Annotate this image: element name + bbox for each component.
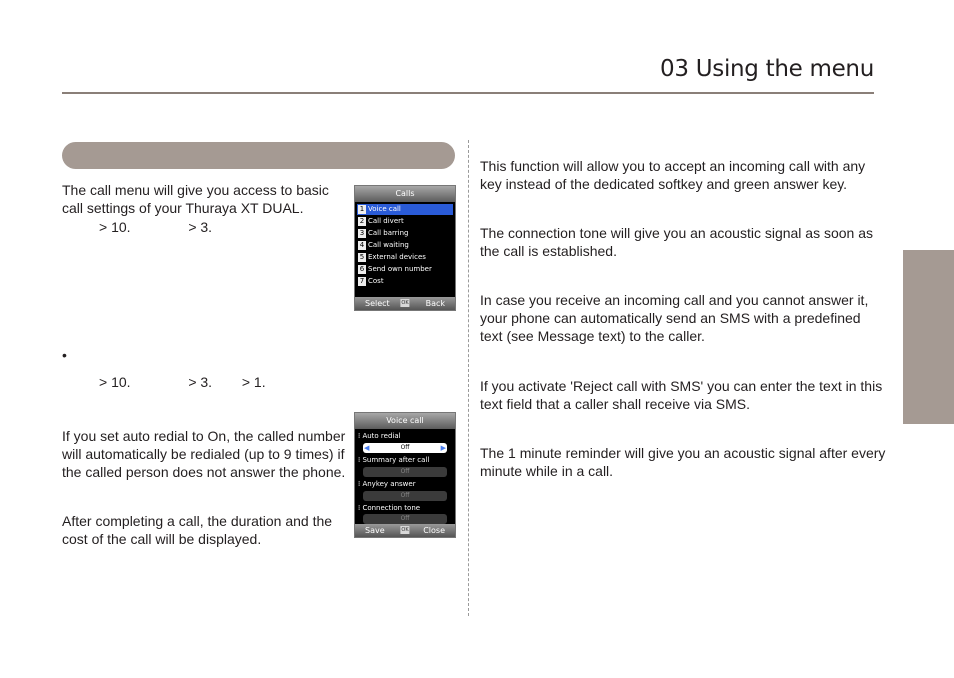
path-step: > 3. bbox=[188, 219, 213, 235]
connection-tone-selector[interactable] bbox=[363, 514, 447, 524]
reject-line: your phone can automatically send an SMS with a predefined bbox=[480, 310, 861, 326]
setting-label: ⁞ Connection tone bbox=[358, 504, 421, 512]
item-label: Cost bbox=[368, 277, 384, 285]
path-step: > 1. bbox=[241, 374, 266, 390]
arrow-right-icon[interactable]: ▶ bbox=[440, 444, 446, 452]
reminder-line: minute while in a call. bbox=[480, 463, 614, 479]
ok-key-icon[interactable]: OK bbox=[401, 300, 409, 306]
setting-label: ⁞ Anykey answer bbox=[358, 480, 416, 488]
setting-label: ⁞ Auto redial bbox=[358, 432, 401, 440]
item-number: 7 bbox=[359, 277, 365, 285]
calls-menu-item[interactable] bbox=[357, 276, 453, 287]
section-heading-bar bbox=[62, 142, 455, 169]
reject-text-line: text field that a caller shall receive via SMS. bbox=[480, 396, 751, 412]
summary-line: After completing a call, the duration and the bbox=[62, 513, 333, 529]
reject-text-line: If you activate 'Reject call with SMS' you can enter the text in this bbox=[480, 378, 883, 394]
reject-line: In case you receive an incoming call and you cannot answer it, bbox=[480, 292, 869, 308]
menu-path-1 bbox=[99, 218, 212, 236]
item-number: 2 bbox=[359, 217, 365, 225]
calls-menu-item[interactable] bbox=[357, 228, 453, 239]
menu-path-2 bbox=[99, 373, 266, 391]
setting-label: ⁞ Summary after call bbox=[358, 456, 430, 464]
calls-menu-item[interactable] bbox=[357, 264, 453, 275]
path-step: > 10. bbox=[99, 374, 131, 390]
intro-paragraph bbox=[62, 181, 329, 217]
summary-after-call-selector[interactable] bbox=[363, 467, 447, 477]
connection-line: the call is established. bbox=[480, 243, 617, 259]
anykey-line: This function will allow you to accept an incoming call with any bbox=[480, 158, 866, 174]
select-softkey[interactable]: Select bbox=[365, 299, 390, 308]
calls-menu-item[interactable] bbox=[357, 240, 453, 251]
reminder-paragraph bbox=[480, 444, 885, 480]
anykey-paragraph bbox=[480, 157, 865, 193]
auto-redial-line: will automatically be redialed (up to 9 times) if bbox=[62, 446, 345, 462]
reminder-line: The 1 minute reminder will give you an acoustic signal after every bbox=[480, 445, 886, 461]
ok-key-icon[interactable]: OK bbox=[401, 527, 409, 533]
path-step: > 3. bbox=[188, 374, 213, 390]
item-number: 3 bbox=[359, 229, 365, 237]
connection-line: The connection tone will give you an acoustic signal as soon as bbox=[480, 225, 874, 241]
calls-menu-item[interactable] bbox=[357, 204, 453, 215]
auto-redial-line: the called person does not answer the phone. bbox=[62, 464, 346, 480]
item-number: 1 bbox=[359, 205, 365, 213]
setting-label-text: Connection tone bbox=[362, 504, 421, 512]
setting-label-text: Auto redial bbox=[362, 432, 401, 440]
calls-menu-screen bbox=[354, 185, 456, 311]
setting-value: Off bbox=[400, 468, 410, 475]
voice-softkey-bar bbox=[355, 524, 455, 537]
summary-paragraph bbox=[62, 512, 332, 548]
item-label: Call barring bbox=[368, 229, 409, 237]
setting-label-text: Summary after call bbox=[362, 456, 430, 464]
item-label: External devices bbox=[368, 253, 426, 261]
item-number: 4 bbox=[359, 241, 365, 249]
item-label: Send own number bbox=[368, 265, 432, 273]
item-number: 6 bbox=[359, 265, 365, 273]
anykey-line: key instead of the dedicated softkey and green answer key. bbox=[480, 176, 848, 192]
item-number: 5 bbox=[359, 253, 365, 261]
item-label: Call divert bbox=[368, 217, 404, 225]
voice-screen-title: Voice call bbox=[355, 413, 455, 429]
calls-menu-item[interactable] bbox=[357, 252, 453, 263]
setting-value: Off bbox=[400, 515, 410, 522]
item-label: Call waiting bbox=[368, 241, 409, 249]
reject-text-paragraph bbox=[480, 377, 882, 413]
reject-line: text (see Message text) to the caller. bbox=[480, 328, 705, 344]
chapter-side-tab bbox=[903, 250, 954, 424]
bullet-point: • bbox=[62, 347, 67, 363]
intro-line: call settings of your Thuraya XT DUAL. bbox=[62, 200, 304, 216]
auto-redial-paragraph bbox=[62, 427, 345, 481]
auto-redial-line: If you set auto redial to On, the called number bbox=[62, 428, 346, 444]
calls-softkey-bar bbox=[355, 297, 455, 310]
setting-label-text: Anykey answer bbox=[362, 480, 416, 488]
calls-menu-item[interactable] bbox=[357, 216, 453, 227]
setting-value: Off bbox=[400, 492, 410, 499]
setting-value: Off bbox=[400, 444, 410, 451]
header-divider bbox=[62, 92, 874, 94]
reject-sms-paragraph bbox=[480, 291, 868, 345]
save-softkey[interactable]: Save bbox=[365, 526, 385, 535]
intro-line: The call menu will give you access to basic bbox=[62, 182, 329, 198]
path-step: > 10. bbox=[99, 219, 131, 235]
page-title: 03 Using the menu bbox=[660, 56, 874, 82]
calls-screen-title: Calls bbox=[355, 186, 455, 202]
close-softkey[interactable]: Close bbox=[423, 526, 445, 535]
column-divider bbox=[468, 140, 469, 616]
auto-redial-selector[interactable] bbox=[363, 443, 447, 453]
connection-tone-paragraph bbox=[480, 224, 873, 260]
voice-call-screen bbox=[354, 412, 456, 538]
back-softkey[interactable]: Back bbox=[425, 299, 445, 308]
anykey-answer-selector[interactable] bbox=[363, 491, 447, 501]
summary-line: cost of the call will be displayed. bbox=[62, 531, 262, 547]
item-label: Voice call bbox=[368, 205, 401, 213]
arrow-left-icon[interactable]: ◀ bbox=[364, 444, 370, 452]
